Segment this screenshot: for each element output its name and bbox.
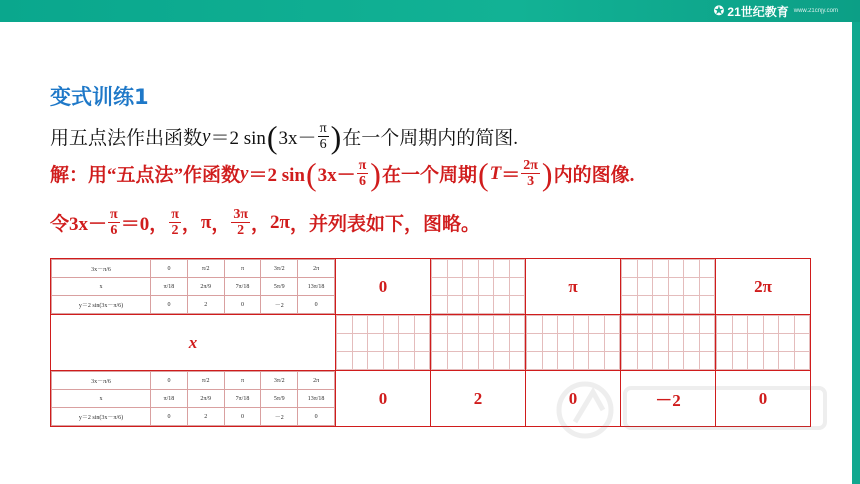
micro-grid-cell	[622, 352, 638, 370]
micro-grid-cell	[352, 334, 368, 352]
substitution-suffix: ，并列表如下，图略。	[289, 214, 480, 235]
micro-grid-cell	[383, 334, 399, 352]
logo-text: 21世纪教育	[727, 4, 789, 19]
micro-grid-cell	[668, 260, 684, 278]
micro-grid-cell	[668, 278, 684, 296]
micro-grid-cell	[527, 334, 543, 352]
micro-grid-cell	[432, 260, 448, 278]
micro-grid-cell	[478, 278, 494, 296]
solution-line	[50, 155, 635, 192]
micro-grid-cell	[542, 334, 558, 352]
equals-sign: ＝	[501, 165, 521, 186]
micro-grid	[431, 259, 525, 314]
micro-grid	[716, 315, 810, 370]
problem-suffix: 在一个周期内的简图.	[342, 128, 519, 149]
table-value: 0	[716, 371, 811, 427]
micro-grid-cell	[509, 334, 525, 352]
mini-cell: π/2	[187, 372, 224, 390]
micro-grid-cell	[699, 260, 715, 278]
inner-expr: 3x－	[278, 128, 317, 149]
micro-grid-cell	[794, 334, 810, 352]
micro-grid-cell	[494, 260, 510, 278]
micro-grid-cell	[779, 316, 795, 334]
mini-cell: 0	[224, 408, 261, 426]
micro-grid-cell	[748, 334, 764, 352]
micro-grid-cell	[558, 316, 574, 334]
table-value: 0	[526, 371, 621, 427]
micro-grid-cell	[604, 334, 620, 352]
logo-url: www.21cnjy.com	[793, 8, 838, 14]
micro-grid-cell	[684, 278, 700, 296]
open-paren: (	[266, 118, 278, 155]
micro-grid-cell	[699, 278, 715, 296]
micro-grid-cell	[589, 334, 605, 352]
micro-grid-cell	[368, 316, 384, 334]
micro-grid-cell	[509, 260, 525, 278]
micro-grid-cell	[637, 260, 653, 278]
period-fraction: $\frac{2\pi}{3}$	[523, 158, 538, 189]
micro-grid-cell	[668, 316, 684, 334]
micro-table-cell	[336, 315, 431, 371]
micro-grid-cell	[573, 352, 589, 370]
table-value: π	[526, 259, 621, 315]
micro-grid-cell	[447, 334, 463, 352]
mini-cell: 13π/18	[298, 278, 335, 296]
micro-grid-cell	[748, 316, 764, 334]
runner-icon: ✪	[713, 3, 725, 18]
micro-grid-cell	[763, 316, 779, 334]
micro-grid-cell	[653, 296, 669, 314]
micro-grid-cell	[699, 316, 715, 334]
micro-grid	[526, 315, 620, 370]
equals-zero: ＝0，	[120, 214, 169, 235]
mini-cell: －2	[261, 296, 298, 314]
micro-grid-cell	[653, 278, 669, 296]
micro-grid-cell	[604, 352, 620, 370]
mini-cell: 0	[298, 408, 335, 426]
micro-grid-cell	[399, 334, 415, 352]
micro-grid-cell	[509, 316, 525, 334]
mini-table	[51, 371, 335, 426]
micro-grid-cell	[732, 334, 748, 352]
micro-grid-cell	[732, 352, 748, 370]
micro-grid	[336, 315, 430, 370]
micro-grid-cell	[637, 334, 653, 352]
table-value: 0	[336, 259, 431, 315]
micro-grid-cell	[653, 334, 669, 352]
var-y: y	[202, 125, 211, 147]
micro-grid-cell	[494, 278, 510, 296]
mini-cell: 0	[151, 260, 188, 278]
mini-cell: －2	[261, 408, 298, 426]
micro-grid-cell	[463, 316, 479, 334]
micro-grid-cell	[432, 352, 448, 370]
mini-label: 3x－π/6	[52, 260, 151, 278]
micro-grid-cell	[558, 352, 574, 370]
micro-grid-cell	[368, 352, 384, 370]
micro-grid-cell	[794, 352, 810, 370]
inner-expr: 3x－	[317, 165, 356, 186]
micro-grid-cell	[717, 334, 733, 352]
micro-grid-cell	[699, 352, 715, 370]
micro-grid-cell	[604, 316, 620, 334]
micro-grid-cell	[463, 352, 479, 370]
pi-over-6-fraction: $\frac{\pi}{6}$	[358, 158, 367, 189]
mini-cell: π/2	[187, 260, 224, 278]
micro-table	[526, 315, 620, 370]
mini-cell: 2π/9	[187, 390, 224, 408]
micro-grid-cell	[463, 296, 479, 314]
micro-grid-cell	[589, 352, 605, 370]
pi-over-6-fraction: $\frac{\pi}{6}$	[319, 121, 327, 152]
solution-mid: 在一个周期	[381, 165, 477, 186]
micro-table-cell	[431, 259, 526, 315]
mini-label: y＝2 sin(3x－π/6)	[52, 408, 151, 426]
close-paren: )	[541, 155, 553, 192]
micro-grid-cell	[668, 334, 684, 352]
micro-grid-cell	[478, 316, 494, 334]
micro-grid-cell	[432, 316, 448, 334]
micro-grid-cell	[463, 334, 479, 352]
micro-grid-cell	[368, 334, 384, 352]
micro-grid-cell	[779, 334, 795, 352]
micro-table	[431, 315, 525, 370]
equals-sin: ＝2 sin	[210, 128, 266, 149]
micro-grid-cell	[542, 352, 558, 370]
micro-grid-cell	[494, 334, 510, 352]
micro-grid-cell	[494, 296, 510, 314]
micro-table-cell	[621, 315, 716, 371]
mini-label: y＝2 sin(3x－π/6)	[52, 296, 151, 314]
micro-grid-cell	[383, 352, 399, 370]
table-value: 2	[431, 371, 526, 427]
mini-cell: 2π	[298, 260, 335, 278]
mini-cell: 5π/9	[261, 278, 298, 296]
micro-grid-cell	[432, 278, 448, 296]
micro-grid-cell	[622, 296, 638, 314]
micro-grid-cell	[478, 352, 494, 370]
micro-table	[621, 259, 715, 314]
comma: ，	[251, 214, 271, 235]
pi-over-6-fraction: $\frac{\pi}{6}$	[110, 207, 118, 238]
micro-grid-cell	[414, 352, 430, 370]
micro-table	[336, 315, 430, 370]
micro-grid-cell	[527, 316, 543, 334]
three-pi-over-2-fraction: $\frac{3\pi}{2}$	[233, 207, 249, 238]
micro-grid-cell	[399, 316, 415, 334]
micro-grid-cell	[399, 352, 415, 370]
micro-grid-cell	[558, 334, 574, 352]
micro-grid-cell	[494, 352, 510, 370]
brand-logo	[713, 2, 838, 20]
micro-grid-cell	[478, 296, 494, 314]
table-value: 0	[336, 371, 431, 427]
close-paren: )	[370, 155, 381, 192]
mini-cell: 3π/2	[261, 260, 298, 278]
micro-table-cell	[716, 315, 811, 371]
micro-grid-cell	[509, 278, 525, 296]
micro-grid-cell	[763, 352, 779, 370]
mini-cell: 13π/18	[298, 390, 335, 408]
let-word: 令	[50, 214, 70, 235]
comma: ，	[181, 214, 201, 235]
right-edge-bar	[852, 22, 860, 484]
mini-cell: 5π/9	[261, 390, 298, 408]
micro-grid-cell	[352, 352, 368, 370]
mini-cell: 7π/18	[224, 390, 261, 408]
micro-grid-cell	[337, 334, 353, 352]
micro-grid-cell	[668, 352, 684, 370]
micro-grid-cell	[653, 352, 669, 370]
micro-grid-cell	[478, 334, 494, 352]
micro-grid	[431, 315, 525, 370]
solution-prefix: 解：用“五点法”作函数	[50, 165, 241, 186]
micro-grid	[621, 259, 715, 314]
micro-grid-cell	[622, 260, 638, 278]
mini-cell: 0	[151, 296, 188, 314]
micro-table	[621, 315, 715, 370]
mini-label: x	[52, 278, 151, 296]
micro-grid-cell	[478, 260, 494, 278]
micro-grid-cell	[447, 278, 463, 296]
micro-grid-cell	[794, 316, 810, 334]
var-y: y	[240, 162, 249, 184]
micro-grid-cell	[717, 316, 733, 334]
micro-grid-cell	[432, 296, 448, 314]
mini-cell: π	[224, 260, 261, 278]
micro-grid-cell	[684, 334, 700, 352]
mini-cell: 2	[187, 296, 224, 314]
micro-grid	[621, 315, 715, 370]
micro-grid-cell	[447, 296, 463, 314]
micro-grid-cell	[337, 352, 353, 370]
micro-grid-cell	[637, 352, 653, 370]
micro-grid-cell	[748, 352, 764, 370]
micro-table-cell	[526, 315, 621, 371]
micro-grid-cell	[684, 296, 700, 314]
micro-table	[716, 315, 810, 370]
micro-grid-cell	[637, 316, 653, 334]
micro-grid-cell	[447, 316, 463, 334]
micro-grid-cell	[668, 296, 684, 314]
micro-grid-cell	[573, 316, 589, 334]
mini-cell: 0	[151, 408, 188, 426]
mini-label: 3x－π/6	[52, 372, 151, 390]
micro-grid-cell	[717, 352, 733, 370]
open-paren: (	[477, 155, 489, 192]
solution-suffix: 内的图像.	[553, 165, 635, 186]
micro-grid-cell	[447, 352, 463, 370]
equals-sin: ＝2 sin	[248, 165, 305, 186]
micro-grid-cell	[699, 296, 715, 314]
mini-cell: 2	[187, 408, 224, 426]
micro-grid-cell	[542, 316, 558, 334]
mini-cell: 2π	[298, 372, 335, 390]
pi-over-2-fraction: $\frac{\pi}{2}$	[171, 207, 179, 238]
row-label-x: x	[51, 315, 336, 371]
mini-table-cell	[51, 371, 336, 427]
mini-cell: π/18	[151, 278, 188, 296]
micro-grid-cell	[622, 334, 638, 352]
micro-grid-cell	[637, 278, 653, 296]
problem-prefix: 用五点法作出函数	[50, 128, 203, 149]
micro-grid-cell	[622, 316, 638, 334]
top-banner	[0, 0, 860, 22]
mini-table-cell	[51, 259, 336, 315]
value-2pi: 2π	[270, 211, 290, 233]
mini-cell: 3π/2	[261, 372, 298, 390]
micro-grid-cell	[763, 334, 779, 352]
micro-grid-cell	[699, 334, 715, 352]
micro-grid-cell	[432, 334, 448, 352]
mini-cell: π	[224, 372, 261, 390]
mini-cell: 0	[298, 296, 335, 314]
micro-table-cell	[431, 315, 526, 371]
close-paren: )	[330, 118, 342, 155]
micro-table-cell	[621, 259, 716, 315]
table-value: 2π	[716, 259, 811, 315]
micro-grid-cell	[573, 334, 589, 352]
comma: ，	[211, 214, 231, 235]
micro-grid-cell	[447, 260, 463, 278]
mini-cell: 0	[224, 296, 261, 314]
micro-grid-cell	[684, 260, 700, 278]
micro-grid-cell	[352, 316, 368, 334]
micro-grid-cell	[622, 278, 638, 296]
mini-cell: 7π/18	[224, 278, 261, 296]
micro-grid-cell	[637, 296, 653, 314]
micro-table	[431, 259, 525, 314]
value-pi: π	[200, 211, 212, 233]
mini-cell: 2π/9	[187, 278, 224, 296]
micro-grid-cell	[732, 316, 748, 334]
micro-grid-cell	[527, 352, 543, 370]
micro-grid-cell	[653, 260, 669, 278]
mini-cell: π/18	[151, 390, 188, 408]
exercise-heading: 变式训练1	[50, 85, 149, 109]
inner-expr: 3x－	[69, 214, 108, 235]
mini-table	[51, 259, 335, 314]
five-point-table	[50, 258, 811, 427]
micro-grid-cell	[494, 316, 510, 334]
micro-grid-cell	[653, 316, 669, 334]
mini-label: x	[52, 390, 151, 408]
mini-cell: 0	[151, 372, 188, 390]
problem-statement	[50, 118, 519, 155]
micro-grid-cell	[509, 296, 525, 314]
micro-grid-cell	[463, 278, 479, 296]
var-T: T	[489, 162, 502, 184]
open-paren: (	[305, 155, 317, 192]
micro-grid-cell	[779, 352, 795, 370]
micro-grid-cell	[684, 352, 700, 370]
micro-grid-cell	[414, 316, 430, 334]
table-value: －2	[621, 371, 716, 427]
micro-grid-cell	[337, 316, 353, 334]
micro-grid-cell	[383, 316, 399, 334]
substitution-line	[50, 207, 480, 238]
micro-grid-cell	[463, 260, 479, 278]
micro-grid-cell	[684, 316, 700, 334]
micro-grid-cell	[509, 352, 525, 370]
micro-grid-cell	[589, 316, 605, 334]
micro-grid-cell	[414, 334, 430, 352]
